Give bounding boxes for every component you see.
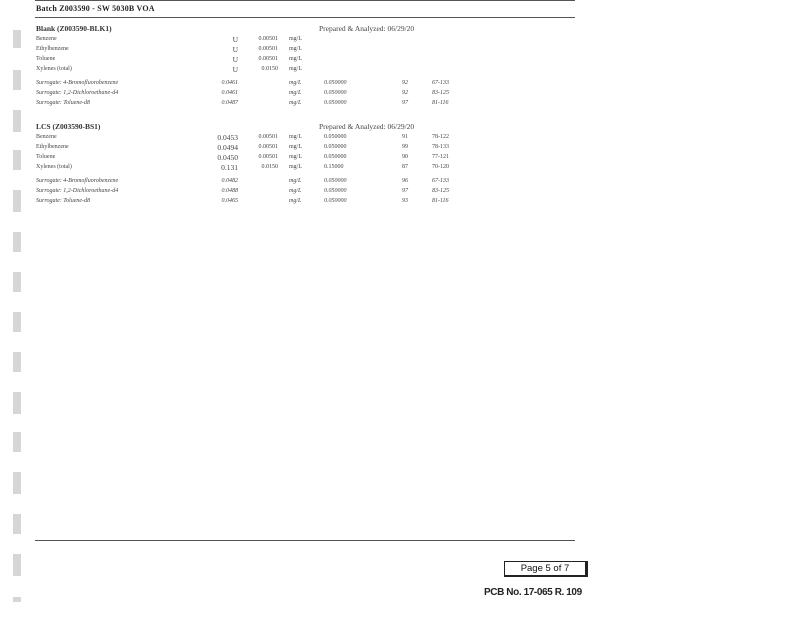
analyte: Surrogate: 4-Bromofluorobenzene <box>36 80 119 86</box>
analyte: Xylenes (total) <box>36 66 72 72</box>
surrogate-row <box>36 178 576 188</box>
mdl: 0.0150 <box>261 66 278 72</box>
result: U <box>232 65 238 74</box>
hole-mark <box>13 312 21 332</box>
spike-level: 0.050000 <box>324 154 347 160</box>
surrogate-row <box>36 100 576 110</box>
recovery: 97 <box>402 100 408 106</box>
analyte: Surrogate: 4-Bromofluorobenzene <box>36 178 119 184</box>
hole-mark <box>13 272 21 292</box>
hole-mark <box>13 514 21 534</box>
recovery: 99 <box>402 144 408 150</box>
recovery: 93 <box>402 198 408 204</box>
hole-mark <box>13 150 21 170</box>
hole-mark <box>13 110 21 132</box>
page-number: Page 5 of 7 <box>504 561 588 577</box>
units: mg/L <box>289 56 302 62</box>
recovery: 96 <box>402 178 408 184</box>
limits: 67-133 <box>432 178 449 184</box>
analyte: Ethylbenzene <box>36 46 69 52</box>
mdl: 0.00501 <box>258 46 278 52</box>
spike-level: 0.050000 <box>324 144 347 150</box>
analyte: Surrogate: 1,2-Dichloroethane-d4 <box>36 188 119 194</box>
recovery: 92 <box>402 80 408 86</box>
spike-level: 0.050000 <box>324 100 347 106</box>
limits: 81-116 <box>432 198 449 204</box>
hole-mark <box>13 190 21 212</box>
mdl: 0.00501 <box>258 56 278 62</box>
table-row <box>36 154 576 164</box>
result: U <box>232 35 238 44</box>
top-rule <box>35 0 575 1</box>
result: 0.0450 <box>217 153 238 162</box>
limits: 67-133 <box>432 80 449 86</box>
limits: 70-120 <box>432 164 449 170</box>
mdl: 0.00501 <box>258 134 278 140</box>
blank-header <box>36 24 576 36</box>
result: 0.131 <box>221 163 238 172</box>
hole-mark <box>13 392 21 414</box>
analyte: Surrogate: Toluene-d8 <box>36 198 91 204</box>
result: 0.0488 <box>221 188 238 194</box>
units: mg/L <box>289 46 302 52</box>
hole-mark <box>13 352 21 372</box>
analyte: Xylenes (total) <box>36 164 72 170</box>
table-row <box>36 134 576 144</box>
surrogate-row <box>36 198 576 208</box>
spike-level: 0.15000 <box>324 164 344 170</box>
surrogate-row <box>36 188 576 198</box>
bottom-rule <box>35 540 575 541</box>
result: 0.0453 <box>217 133 238 142</box>
lcs-label: LCS (Z003590-BS1) <box>36 122 101 131</box>
blank-prepared: Prepared & Analyzed: 06/29/20 <box>319 24 415 33</box>
result: 0.0487 <box>221 100 238 106</box>
limits: 78-122 <box>432 134 449 140</box>
surrogate-row <box>36 90 576 100</box>
units: mg/L <box>289 144 302 150</box>
limits: 77-121 <box>432 154 449 160</box>
blank-section <box>36 24 576 110</box>
analyte: Benzene <box>36 36 57 42</box>
analyte: Benzene <box>36 134 57 140</box>
units: mg/L <box>289 164 302 170</box>
table-row <box>36 164 576 174</box>
units: mg/L <box>289 66 302 72</box>
spike-level: 0.050000 <box>324 80 347 86</box>
units: mg/L <box>289 178 302 184</box>
recovery: 92 <box>402 90 408 96</box>
hole-mark <box>13 597 21 602</box>
mdl: 0.0150 <box>261 164 278 170</box>
mdl: 0.00501 <box>258 154 278 160</box>
limits: 83-125 <box>432 188 449 194</box>
hole-mark <box>13 472 21 494</box>
units: mg/L <box>289 198 302 204</box>
result: U <box>232 55 238 64</box>
table-row <box>36 56 576 66</box>
table-row <box>36 46 576 56</box>
units: mg/L <box>289 36 302 42</box>
hole-mark <box>13 30 21 48</box>
hole-mark <box>13 70 21 90</box>
result: 0.0482 <box>221 178 238 184</box>
table-row <box>36 144 576 154</box>
analyte: Surrogate: Toluene-d8 <box>36 100 91 106</box>
analyte: Surrogate: 1,2-Dichloroethane-d4 <box>36 90 119 96</box>
batch-rule <box>35 17 575 18</box>
surrogate-row <box>36 80 576 90</box>
table-row <box>36 36 576 46</box>
limits: 78-133 <box>432 144 449 150</box>
limits: 83-125 <box>432 90 449 96</box>
mdl: 0.00501 <box>258 36 278 42</box>
result: 0.0461 <box>221 90 238 96</box>
pcb-number: PCB No. 17-065 R. 109 <box>484 587 582 598</box>
lcs-header <box>36 122 576 134</box>
result: 0.0461 <box>221 80 238 86</box>
spike-level: 0.050000 <box>324 178 347 184</box>
batch-title: Batch Z003590 - SW 5030B VOA <box>36 4 155 13</box>
analyte: Ethylbenzene <box>36 144 69 150</box>
limits: 81-116 <box>432 100 449 106</box>
spike-level: 0.050000 <box>324 188 347 194</box>
recovery: 87 <box>402 164 408 170</box>
units: mg/L <box>289 80 302 86</box>
mdl: 0.00501 <box>258 144 278 150</box>
units: mg/L <box>289 134 302 140</box>
units: mg/L <box>289 100 302 106</box>
analyte: Toluene <box>36 154 56 160</box>
hole-mark <box>13 232 21 252</box>
hole-mark <box>13 432 21 452</box>
blank-label: Blank (Z003590-BLK1) <box>36 24 112 33</box>
analyte: Toluene <box>36 56 56 62</box>
result: U <box>232 45 238 54</box>
spike-level: 0.050000 <box>324 134 347 140</box>
lcs-section <box>36 122 576 208</box>
recovery: 97 <box>402 188 408 194</box>
result: 0.0494 <box>217 143 238 152</box>
spike-level: 0.050000 <box>324 198 347 204</box>
result: 0.0465 <box>221 198 238 204</box>
recovery: 90 <box>402 154 408 160</box>
units: mg/L <box>289 188 302 194</box>
hole-mark <box>13 554 21 576</box>
recovery: 91 <box>402 134 408 140</box>
table-row <box>36 66 576 76</box>
spike-level: 0.050000 <box>324 90 347 96</box>
units: mg/L <box>289 154 302 160</box>
lcs-prepared: Prepared & Analyzed: 06/29/20 <box>319 122 415 131</box>
units: mg/L <box>289 90 302 96</box>
